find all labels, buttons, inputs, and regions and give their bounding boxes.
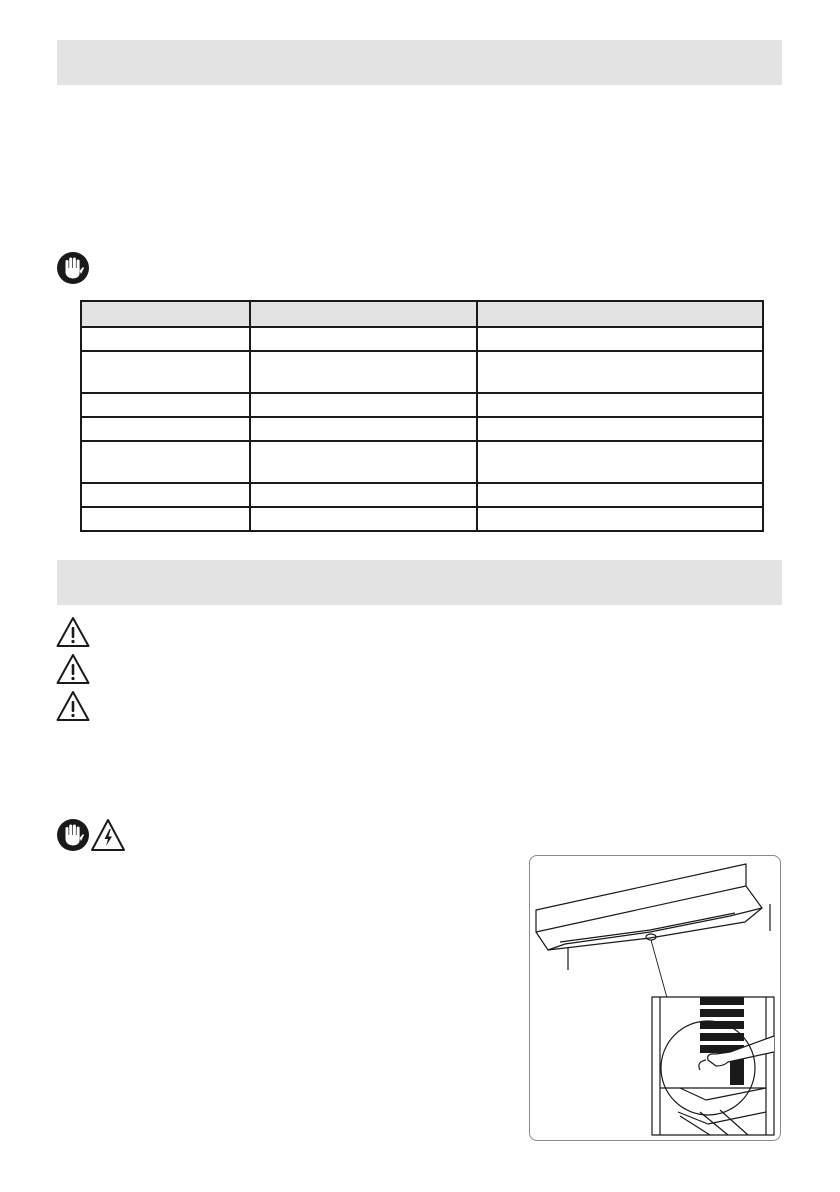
table-cell [81,351,250,393]
table-row [81,441,763,483]
table-row [81,483,763,507]
electric-shock-warning-icon [90,818,126,852]
table-row [81,351,763,393]
table-cell [250,441,477,483]
table-cell [81,327,250,351]
section-header-2 [57,560,782,605]
warning-triangle-icon [56,690,90,722]
warning-triangle-icon [56,653,90,685]
table-row [81,327,763,351]
stop-hand-icon [56,818,90,852]
table-header-cell [250,301,477,327]
table-cell [81,507,250,531]
fridge-light-cover-drawing [530,856,782,1142]
table-cell [250,327,477,351]
section-header-1 [57,40,782,85]
table-cell [250,417,477,441]
lamp-cover-illustration [529,855,781,1141]
table-cell [477,327,763,351]
table-header-row [81,301,763,327]
table-cell [477,417,763,441]
table-cell [477,393,763,417]
table-header-cell [81,301,250,327]
table-cell [250,483,477,507]
table-row [81,417,763,441]
table-cell [477,483,763,507]
table-cell [250,507,477,531]
table-cell [81,417,250,441]
table-cell [477,441,763,483]
table-row [81,507,763,531]
warning-triangle-icon [56,616,90,648]
table-cell [477,351,763,393]
stop-hand-icon [56,251,90,285]
spec-table [80,300,764,532]
table-cell [81,483,250,507]
table-row [81,393,763,417]
table-cell [81,441,250,483]
table-header-cell [477,301,763,327]
table-cell [250,351,477,393]
table-cell [81,393,250,417]
table-cell [477,507,763,531]
table-cell [250,393,477,417]
